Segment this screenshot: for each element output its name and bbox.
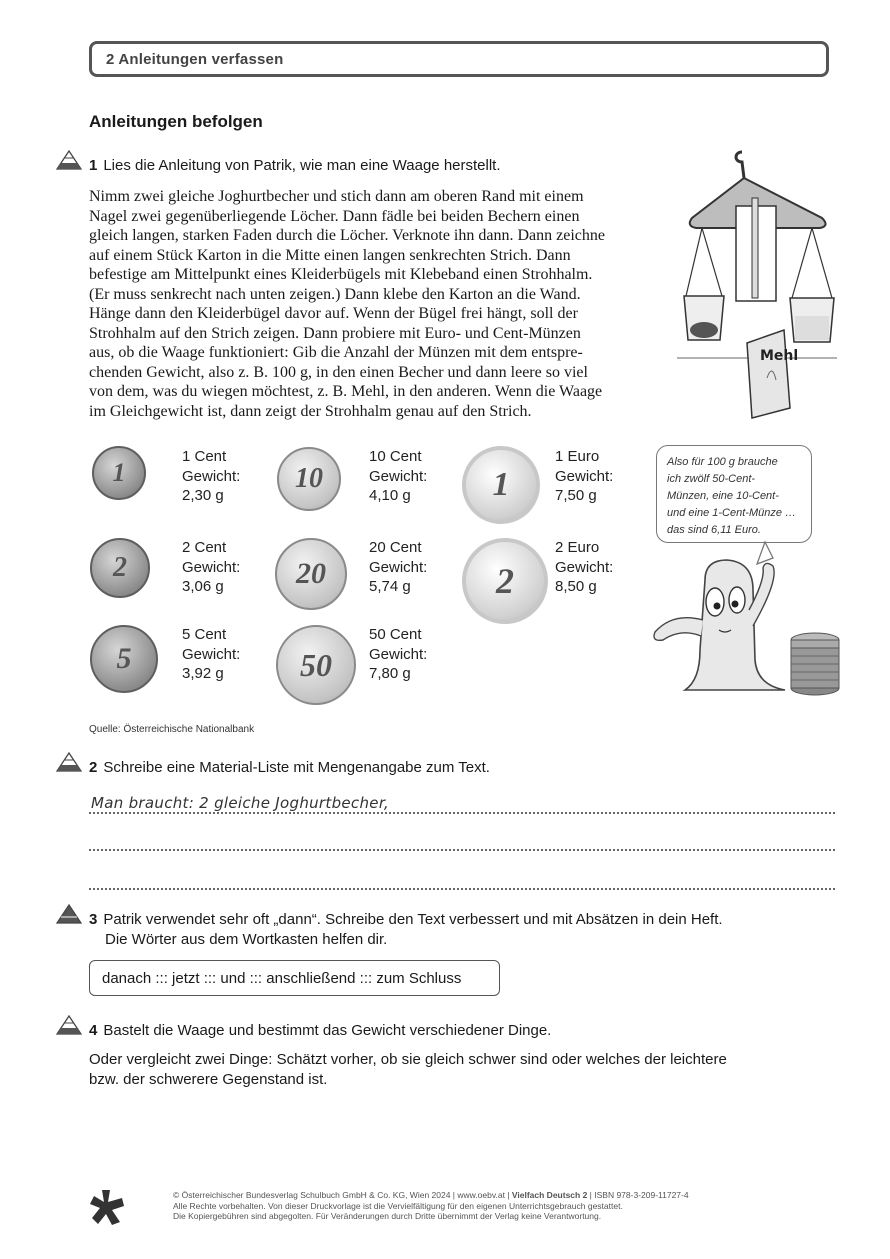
coin-weight-label: Gewicht: — [182, 467, 241, 485]
mascot-illustration — [645, 540, 845, 700]
task-2-number: 2 — [89, 759, 98, 776]
task-4-instruction — [89, 1021, 551, 1041]
source-note: Quelle: Österreichische Nationalbank — [89, 724, 255, 735]
coin-label-10-cent — [369, 447, 427, 506]
coin-label-5-cent — [182, 625, 240, 684]
coin-10-cent — [277, 447, 341, 511]
coin-weight-label: Gewicht: — [555, 467, 614, 485]
task-4-extra-line-1: Oder vergleicht zwei Dinge: Schätzt vorher, ob sie gleich schwer sind oder welches der leichtere — [89, 1051, 727, 1068]
coin-1-euro — [462, 446, 540, 524]
coin-face: 20 — [296, 557, 326, 590]
coin-50-cent — [276, 625, 356, 705]
task-2-text: Schreibe eine Material-Liste mit Mengenangabe zum Text. — [103, 759, 490, 776]
task-3-line-1: Patrik verwendet sehr oft „dann“. Schreibe den Text verbessert und mit Absätzen in dein Heft. — [103, 911, 723, 928]
coin-face: 10 — [295, 463, 323, 494]
speech-bubble — [656, 445, 812, 543]
coin-label-50-cent — [369, 625, 427, 684]
coin-name: 20 Cent — [369, 539, 422, 556]
handwritten-example: Man braucht: 2 gleiche Joghurtbecher, — [91, 794, 389, 812]
coin-label-1-cent — [182, 447, 240, 506]
coin-name: 2 Cent — [182, 539, 227, 556]
coin-name: 1 Euro — [555, 448, 600, 465]
story-line: auf einem Stück Karton in die Mitte einen langen senkrechten Strich. Dann — [89, 246, 571, 264]
footer-line-2: Alle Rechte vorbehalten. Von dieser Druckvorlage ist die Vervielfältigung für den eigenen Unterrichtsgebrauch gestattet. — [173, 1200, 623, 1211]
coin-weight: 7,50 g — [555, 487, 597, 504]
writing-line-3[interactable] — [89, 888, 835, 890]
story-line: befestige am Mittelpunkt eines Kleiderbügels mit Klebeband einen Strohhalm. — [89, 266, 593, 283]
story-line: von dem, was du wiegen möchtest, z. B. Mehl, in den anderen. Wenn die Waage — [89, 383, 603, 400]
task-level-icon — [56, 1015, 82, 1035]
coin-2-euro — [462, 538, 548, 624]
coin-weight-label: Gewicht: — [369, 645, 428, 663]
coin-weight: 4,10 g — [369, 487, 411, 504]
coin-20-cent — [275, 538, 347, 610]
story-line: Nimm zwei gleiche Joghurtbecher und stich dann am oberen Rand mit einem — [89, 188, 584, 205]
coin-name: 50 Cent — [369, 626, 422, 643]
task-3-number: 3 — [89, 911, 98, 928]
coin-face: 5 — [116, 642, 132, 675]
coin-face: 2 — [496, 561, 514, 601]
coin-name: 10 Cent — [369, 448, 422, 465]
coin-stack — [791, 633, 839, 695]
coin-label-2-euro — [555, 538, 613, 597]
section-title: Anleitungen befolgen — [89, 112, 263, 131]
coin-label-2-cent — [182, 538, 240, 597]
coin-weight: 3,06 g — [182, 578, 224, 595]
story-line: (Er muss senkrecht nach unten zeigen.) Dann klebe den Karton an die Wand. — [89, 285, 581, 303]
task-2-instruction — [89, 758, 490, 778]
coin-2-cent — [90, 538, 150, 598]
coin-weight-label: Gewicht: — [555, 558, 614, 576]
bubble-line: Münzen, eine 10-Cent- — [667, 490, 779, 502]
story-line: Hänge dann den Kleiderbügel davor auf. Wenn der Bügel frei hängt, soll der — [89, 305, 578, 322]
task-4-text: Bastelt die Waage und bestimmt das Gewicht verschiedener Dinge. — [103, 1022, 552, 1039]
coin-name: 5 Cent — [182, 626, 227, 643]
story-line: gleich langen, starken Faden durch die Löcher. Verknote ihn dann. Dann zeichne — [89, 227, 605, 244]
publisher-logo-icon — [88, 1188, 126, 1226]
coin-1-cent — [92, 446, 146, 500]
task-1-number: 1 — [89, 157, 98, 174]
bubble-line: das sind 6,11 Euro. — [667, 524, 761, 536]
coin-weight: 5,74 g — [369, 578, 411, 595]
writing-line-2[interactable] — [89, 849, 835, 851]
coin-face: 1 — [112, 458, 126, 487]
footer-line-1-pre: © Österreichischer Bundesverlag Schulbuch GmbH & Co. KG, Wien 2024 | www.oebv.at | — [173, 1190, 512, 1200]
coin-weight: 2,30 g — [182, 487, 224, 504]
story-line: chenden Gewicht, also z. B. 100 g, in den einen Becher und dann leere so viel — [89, 363, 588, 381]
flour-bag-label: Mehl — [760, 348, 799, 364]
task-3-instruction — [89, 910, 723, 950]
task-4-number: 4 — [89, 1022, 98, 1039]
task-level-icon — [56, 150, 82, 170]
task-level-icon — [56, 904, 82, 924]
coin-face: 50 — [300, 646, 332, 683]
word-box: danach ::: jetzt ::: und ::: anschließend ::: zum Schluss — [89, 960, 500, 996]
scale-illustration — [672, 148, 842, 423]
bubble-line: Also für 100 g brauche — [667, 456, 778, 468]
coin-name: 2 Euro — [555, 539, 600, 556]
footer-book-title: Vielfach Deutsch 2 — [511, 1190, 588, 1200]
story-line: Nagel zwei gegenüberliegende Löcher. Dann fädle bei beiden Bechern einen — [89, 207, 580, 225]
task-4-extra — [89, 1050, 727, 1090]
bubble-line: und eine 1-Cent-Münze … — [667, 507, 797, 519]
coin-weight-label: Gewicht: — [369, 558, 428, 576]
copyright-footer — [173, 1190, 689, 1222]
coin-weight: 3,92 g — [182, 665, 224, 682]
task-4-extra-line-2: bzw. der schwerere Gegenstand ist. — [89, 1071, 328, 1088]
task-1-instruction — [89, 156, 501, 176]
task-3-line-2: Die Wörter aus dem Wortkasten helfen dir. — [105, 931, 388, 948]
coin-label-20-cent — [369, 538, 427, 597]
coin-face: 2 — [113, 552, 127, 583]
coin-weight-label: Gewicht: — [182, 558, 241, 576]
bubble-line: ich zwölf 50-Cent- — [667, 473, 756, 485]
coin-face: 1 — [492, 466, 510, 503]
coin-weight-label: Gewicht: — [369, 467, 428, 485]
footer-line-3: Die Kopiergebühren sind abgegolten. Für Veränderungen durch Dritte übernimmt der Verlag keine Verantwortung. — [173, 1211, 602, 1221]
chapter-header: 2 Anleitungen verfassen — [89, 41, 829, 77]
coin-name: 1 Cent — [182, 448, 227, 465]
coin-weight: 7,80 g — [369, 665, 411, 682]
coin-weight-label: Gewicht: — [182, 645, 241, 663]
coin-weight: 8,50 g — [555, 578, 597, 595]
story-line: Strohhalm auf den Strich zeigen. Dann probiere mit Euro- und Cent-Münzen — [89, 324, 581, 342]
story-line: im Gleichgewicht ist, dann zeigt der Strohhalm genau auf den Strich. — [89, 402, 532, 420]
coin-label-1-euro — [555, 447, 613, 506]
instruction-text — [89, 187, 652, 421]
task-level-icon — [56, 752, 82, 772]
task-1-text: Lies die Anleitung von Patrik, wie man eine Waage herstellt. — [103, 157, 501, 174]
story-line: aus, ob die Waage funktioniert: Gib die Anzahl der Münzen mit dem entspre- — [89, 344, 583, 361]
footer-line-1-post: | ISBN 978-3-209-11727-4 — [587, 1190, 689, 1200]
writing-line-1[interactable] — [89, 812, 835, 814]
coin-5-cent — [90, 625, 158, 693]
